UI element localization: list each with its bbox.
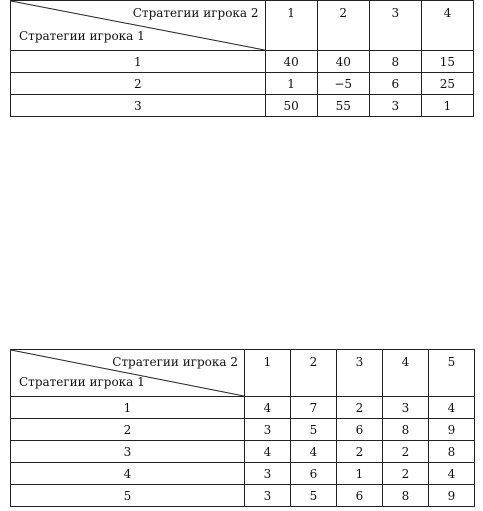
row-label: 2 — [11, 419, 245, 441]
table-cell: 40 — [265, 51, 317, 73]
table-cell: 8 — [429, 441, 475, 463]
table-cell: 5 — [291, 419, 337, 441]
table-cell: 8 — [383, 485, 429, 507]
row-strategies-label: Стратегии игрока 1 — [19, 29, 145, 43]
table-cell: 2 — [337, 441, 383, 463]
row-label: 2 — [11, 73, 266, 95]
table-cell: 6 — [369, 73, 421, 95]
column-strategies-label: Стратегии игрока 2 — [132, 6, 259, 20]
column-header: 3 — [369, 1, 421, 51]
row-label: 1 — [11, 51, 266, 73]
table-cell: 4 — [245, 397, 291, 419]
table-cell: 55 — [317, 95, 369, 117]
row-strategies-label: Стратегии игрока 1 — [19, 375, 145, 389]
table-cell: 3 — [369, 95, 421, 117]
payoff-table-2 — [10, 349, 475, 507]
table-cell: 2 — [383, 441, 429, 463]
row-label: 4 — [11, 463, 245, 485]
table-cell: 6 — [337, 485, 383, 507]
table-row — [11, 463, 475, 485]
table-cell: 8 — [383, 419, 429, 441]
table-cell: 1 — [265, 73, 317, 95]
table-row — [11, 485, 475, 507]
table-cell: 4 — [429, 397, 475, 419]
table-row — [11, 73, 474, 95]
table-cell: −5 — [317, 73, 369, 95]
table-cell: 6 — [337, 419, 383, 441]
table-row — [11, 441, 475, 463]
table-cell: 2 — [337, 397, 383, 419]
table-cell: 4 — [429, 463, 475, 485]
table-row — [11, 95, 474, 117]
row-label: 5 — [11, 485, 245, 507]
table-cell: 3 — [383, 397, 429, 419]
table-cell: 7 — [291, 397, 337, 419]
column-header: 1 — [265, 1, 317, 51]
table-cell: 40 — [317, 51, 369, 73]
row-label: 3 — [11, 441, 245, 463]
column-header: 3 — [337, 350, 383, 397]
table-cell: 3 — [245, 463, 291, 485]
table-cell: 1 — [337, 463, 383, 485]
row-label: 1 — [11, 397, 245, 419]
table-cell: 15 — [421, 51, 473, 73]
table-cell: 5 — [291, 485, 337, 507]
column-header: 2 — [291, 350, 337, 397]
table-header-row — [11, 1, 474, 51]
table-row — [11, 419, 475, 441]
payoff-table-1 — [10, 0, 474, 117]
column-header: 1 — [245, 350, 291, 397]
table-cell: 4 — [245, 441, 291, 463]
column-strategies-label: Стратегии игрока 2 — [112, 355, 238, 369]
table-cell: 2 — [383, 463, 429, 485]
table-cell: 8 — [369, 51, 421, 73]
table-row — [11, 51, 474, 73]
table-cell: 3 — [245, 419, 291, 441]
table-cell: 9 — [429, 485, 475, 507]
table-cell: 50 — [265, 95, 317, 117]
table-cell: 25 — [421, 73, 473, 95]
table-header-row — [11, 350, 475, 397]
corner-header-cell — [11, 1, 266, 51]
table-cell: 1 — [421, 95, 473, 117]
table-cell: 9 — [429, 419, 475, 441]
column-header: 4 — [383, 350, 429, 397]
table-cell: 6 — [291, 463, 337, 485]
row-label: 3 — [11, 95, 266, 117]
table-row — [11, 397, 475, 419]
column-header: 5 — [429, 350, 475, 397]
column-header: 4 — [421, 1, 473, 51]
column-header: 2 — [317, 1, 369, 51]
table-cell: 4 — [291, 441, 337, 463]
table-cell: 3 — [245, 485, 291, 507]
corner-header-cell — [11, 350, 245, 397]
